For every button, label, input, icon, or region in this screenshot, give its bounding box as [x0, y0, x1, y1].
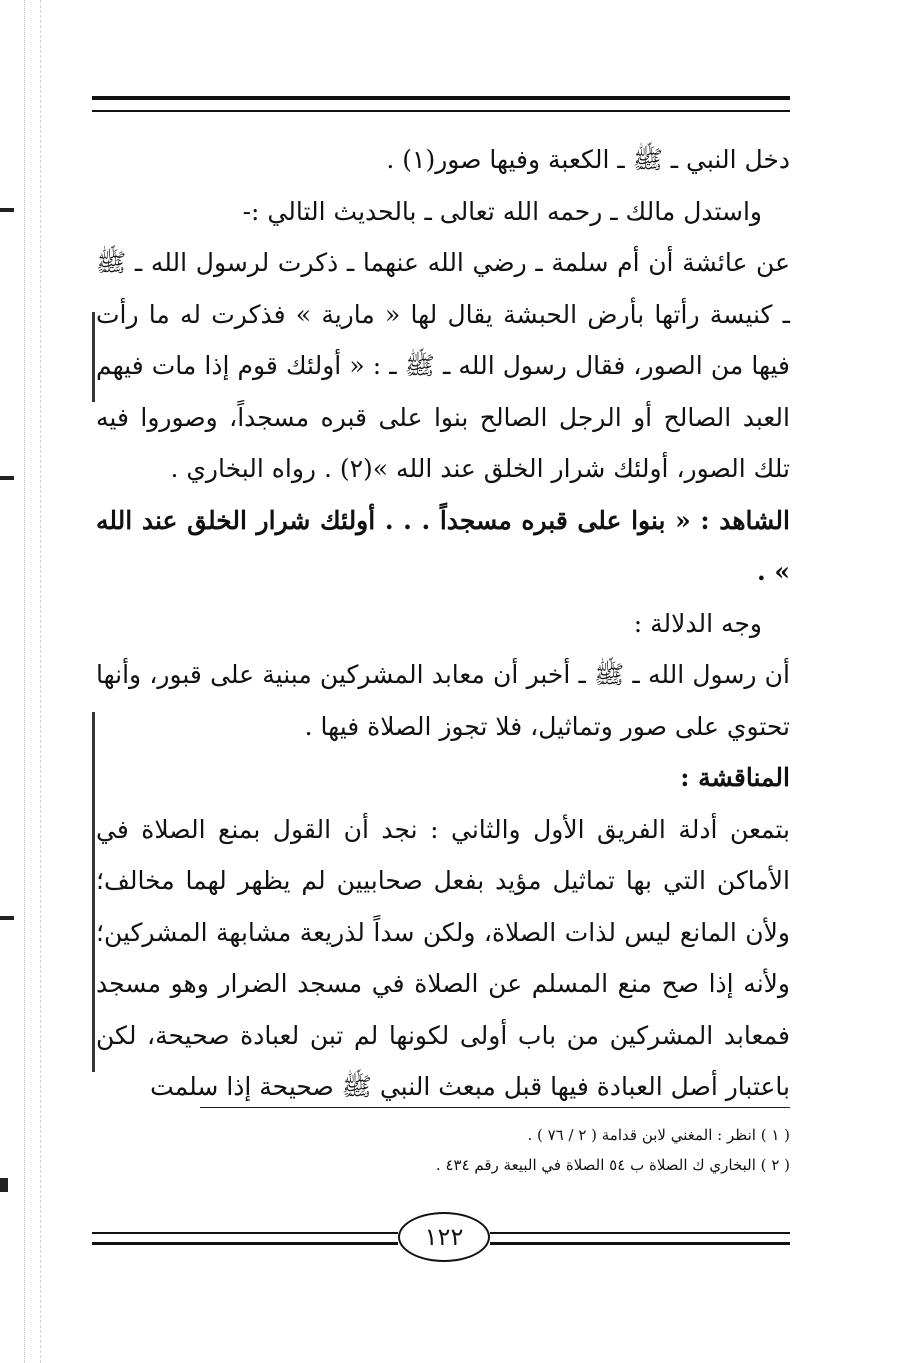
text-line: واستدل مالك ـ رحمه الله تعالى ـ بالحديث التالي :- — [242, 196, 762, 226]
page-number: ١٢٢ — [398, 1212, 490, 1262]
header-rule — [92, 96, 790, 112]
edge-mark — [0, 208, 14, 212]
discussion-paragraph: بتمعن أدلة الفريق الأول والثاني : نجد أن القول بمنع الصلاة في الأماكن التي بها تماثيل مؤيد بفعل صحابيين لم يظهر لهما مخالف؛ ولأن المانع ليس لذات الصلاة، ولكن سداً لذريعة مشابهة المشركين؛ ولأنه إذا صح منع المسلم عن الصلاة في مسجد الضرار وهو مسجد فمعابد المشركين من باب أولى لكونها لم تبن لعبادة صحيحة، لكن باعتبار أصل العبادة فيها قبل مبعث النبي ﷺ صحيحة إذا سلمت — [96, 814, 790, 1101]
text-paragraph: أن رسول الله ـ ﷺ ـ أخبر أن معابد المشركين مبنية على قبور، وأنها تحتوي على صور وتماثيل، فلا تجوز الصلاة فيها . — [96, 660, 790, 741]
edge-mark — [0, 1178, 8, 1192]
main-text — [96, 134, 790, 1113]
edge-mark — [0, 476, 14, 480]
margin-bar — [92, 712, 95, 1072]
footnote-separator — [200, 1107, 790, 1108]
hadith-paragraph: عن عائشة أن أم سلمة ـ رضي الله عنهما ـ ذكرت لرسول الله ـ ﷺ ـ كنيسة رأتها بأرض الحبشة يقال لها « مارية » فذكرت له ما رأت فيها من الصور، فقال رسول الله ـ ﷺ ـ : « أولئك قوم إذا مات فيهم العبد الصالح أو الرجل الصالح بنوا على قبره مسجداً، وصوروا فيه تلك الصور، أولئك شرار الخلق عند الله »(٢) . رواه البخاري . — [96, 248, 790, 483]
section-heading: وجه الدلالة : — [633, 608, 762, 638]
text-line: دخل النبي ـ ﷺ ـ الكعبة وفيها صور(١) . — [386, 145, 790, 174]
footnotes — [200, 1120, 790, 1180]
footnote: ( ٢ ) البخاري ك الصلاة ب ٥٤ الصلاة في البيعة رقم ٤٣٤ . — [435, 1156, 790, 1174]
evidence-line: الشاهد : « بنوا على قبره مسجداً . . . أولئك شرار الخلق عند الله » . — [96, 505, 790, 586]
footer-rule — [92, 1232, 398, 1245]
footnote: ( ١ ) انظر : المغني لابن قدامة ( ٢ / ٧٦ ) . — [527, 1126, 790, 1144]
footer-rule — [490, 1232, 790, 1245]
page-edge — [0, 0, 25, 1363]
section-heading: المناقشة : — [680, 763, 790, 792]
margin-bar — [92, 312, 95, 402]
scan-guide-line — [40, 0, 41, 1363]
edge-mark — [0, 916, 14, 920]
